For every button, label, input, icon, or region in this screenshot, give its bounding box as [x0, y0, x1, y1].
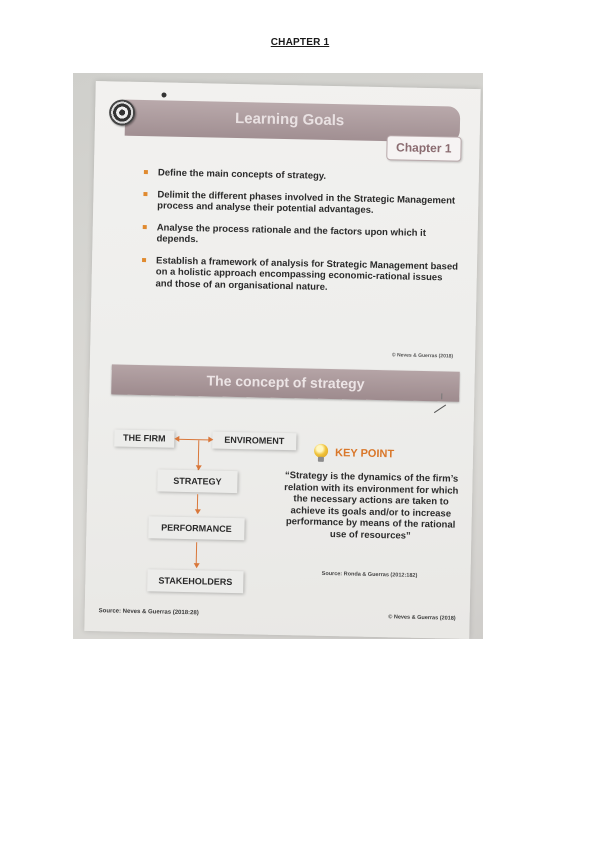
list-item [141, 255, 460, 296]
page-title: CHAPTER 1 [270, 37, 330, 48]
firm-environment-connector [176, 439, 212, 441]
strategy-box: STRATEGY [157, 469, 237, 493]
performance-box: PERFORMANCE [148, 516, 244, 540]
chapter-badge: Chapter 1 [386, 135, 462, 162]
list-item [143, 189, 461, 219]
bullet-icon [143, 192, 147, 196]
list-item [144, 167, 462, 185]
goal-text: Establish a framework of analysis for Strategic Management based on a holistic approach encompassing economic-rational issues and those of an organisational nature. [155, 254, 459, 293]
slide2-source: Source: Neves & Guerras (2018:28) [98, 608, 199, 617]
slide1-copyright: © Neves & Guerras (2018) [391, 352, 454, 360]
key-point-label: KEY POINT [334, 447, 395, 461]
list-item [142, 222, 460, 252]
stakeholders-box: STAKEHOLDERS [147, 569, 243, 593]
environment-box: ENVIROMENT [212, 432, 296, 451]
arrow-left-icon [174, 436, 179, 442]
slide2-copyright: © Neves & Guerras (2018) [388, 614, 456, 622]
goal-text: Define the main concepts of strategy. [157, 167, 327, 182]
arrow-right-icon [208, 436, 213, 442]
firm-box: THE FIRM [114, 429, 174, 447]
bullet-icon [143, 225, 147, 229]
dart-icon [161, 92, 166, 97]
arrow-down-icon [193, 563, 199, 568]
printed-sheet [84, 81, 480, 639]
quote-source: Source: Ronda & Guerras (2012:182) [321, 570, 418, 579]
strategy-quote: “Strategy is the dynamics of the firm’s relation with its environment for which the necessary actions are taken to achieve its goals and/or to increase performance by means of the rational use of resources” [284, 470, 459, 542]
learning-goals-list [141, 167, 462, 306]
goal-text: Delimit the different phases involved in the Strategic Management process and analyse their potential advantages. [157, 188, 456, 216]
concept-title: The concept of strategy [206, 372, 365, 392]
bullet-icon [142, 258, 146, 262]
concept-banner [111, 364, 460, 401]
goal-text: Analyse the process rationale and the factors upon which it depends. [156, 221, 427, 246]
lightbulb-base [318, 457, 324, 462]
photographed-printout [73, 73, 483, 639]
bullet-icon [144, 170, 148, 174]
pen-mark [434, 404, 446, 413]
learning-goals-title: Learning Goals [234, 109, 345, 130]
lightbulb-icon [314, 444, 328, 458]
pen-mark [441, 393, 442, 399]
arrow-down-icon [194, 509, 200, 514]
